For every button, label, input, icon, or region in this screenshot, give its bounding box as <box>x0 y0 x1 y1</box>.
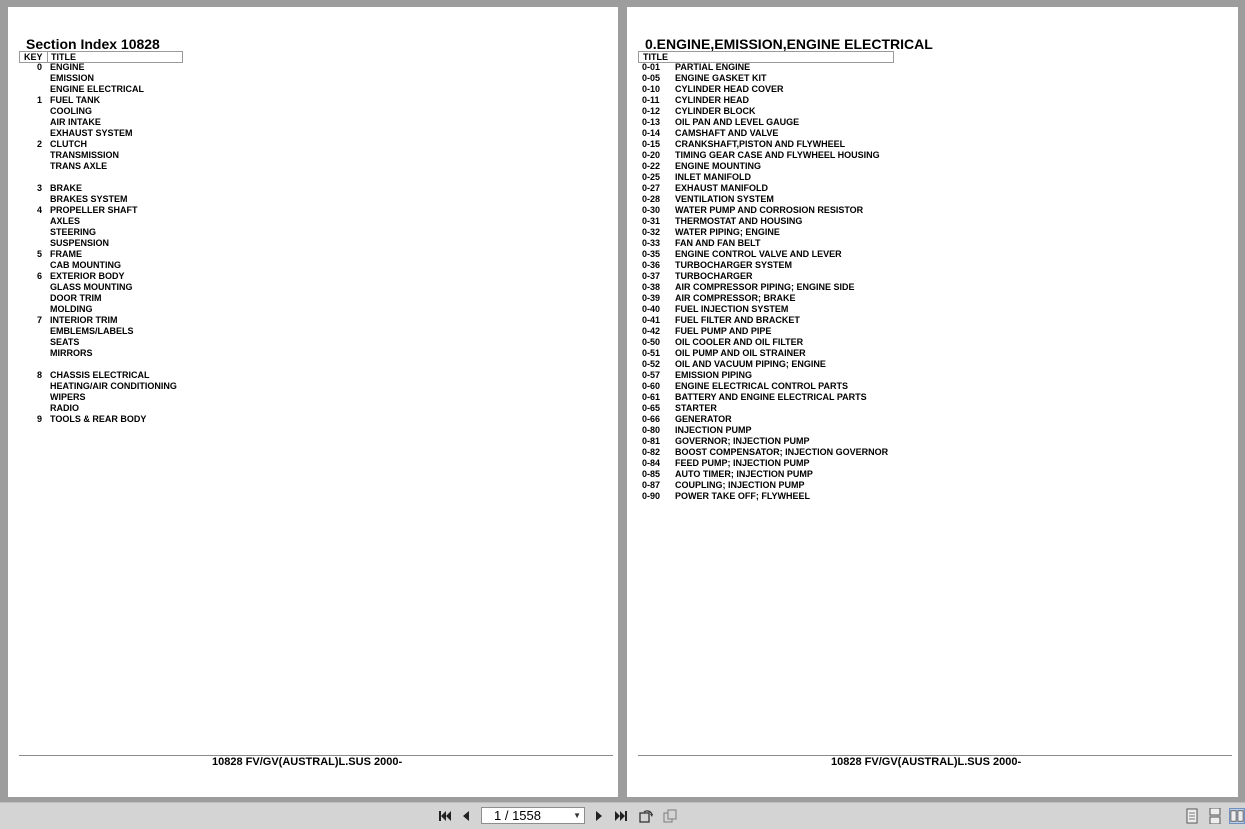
row-key: 7 <box>36 315 42 325</box>
list-item <box>627 84 1027 95</box>
row-title[interactable]: CYLINDER HEAD COVER <box>675 84 784 94</box>
row-title[interactable]: GOVERNOR; INJECTION PUMP <box>675 436 810 446</box>
chevron-down-icon: ▼ <box>573 811 581 820</box>
list-item <box>627 216 1027 227</box>
row-title[interactable]: STARTER <box>675 403 717 413</box>
list-item <box>627 161 1027 172</box>
row-key: 0-37 <box>642 271 661 281</box>
row-title[interactable]: ENGINE CONTROL VALVE AND LEVER <box>675 249 842 259</box>
list-item <box>8 392 308 403</box>
row-title[interactable]: THERMOSTAT AND HOUSING <box>675 216 803 226</box>
row-key: 0-84 <box>642 458 661 468</box>
list-item <box>8 337 308 348</box>
list-item <box>627 205 1027 216</box>
row-key: 1 <box>36 95 42 105</box>
list-item <box>8 238 308 249</box>
navigation-toolbar <box>0 802 1245 829</box>
row-title[interactable]: CYLINDER HEAD <box>675 95 750 105</box>
list-item <box>8 282 308 293</box>
row-key: 0-41 <box>642 315 661 325</box>
row-key: 0-50 <box>642 337 661 347</box>
single-page-view-icon[interactable] <box>1184 808 1200 824</box>
row-title[interactable]: TURBOCHARGER SYSTEM <box>675 260 793 270</box>
row-title[interactable]: CAB MOUNTING <box>50 260 121 270</box>
list-item <box>627 95 1027 106</box>
row-title[interactable]: POWER TAKE OFF; FLYWHEEL <box>675 491 810 501</box>
row-key: 0-28 <box>642 194 661 204</box>
row-key: 2 <box>36 139 42 149</box>
right-page <box>627 7 1238 797</box>
list-item <box>627 62 1027 73</box>
list-item <box>8 403 308 414</box>
list-item <box>627 381 1027 392</box>
row-key: 4 <box>36 205 42 215</box>
list-item <box>627 392 1027 403</box>
list-item <box>8 249 308 260</box>
next-page-icon[interactable] <box>591 808 607 824</box>
row-key: 0-42 <box>642 326 661 336</box>
list-item <box>8 95 308 106</box>
row-title[interactable]: OIL COOLER AND OIL FILTER <box>675 337 804 347</box>
page-number-select[interactable] <box>481 807 585 824</box>
row-title[interactable]: BATTERY AND ENGINE ELECTRICAL PARTS <box>675 392 867 402</box>
list-item <box>627 260 1027 271</box>
row-title[interactable]: HEATING/AIR CONDITIONING <box>50 381 177 391</box>
row-title[interactable]: CHASSIS ELECTRICAL <box>50 370 150 380</box>
list-item <box>8 194 308 205</box>
row-title[interactable]: CLUTCH <box>50 139 87 149</box>
section-list <box>8 62 308 425</box>
row-title[interactable]: BRAKE <box>50 183 83 193</box>
row-title[interactable]: EXHAUST MANIFOLD <box>675 183 768 193</box>
row-key: 0-40 <box>642 304 661 314</box>
row-title[interactable]: WATER PUMP AND CORROSION RESISTOR <box>675 205 864 215</box>
row-title[interactable]: SEATS <box>50 337 80 347</box>
row-title[interactable]: AIR INTAKE <box>50 117 101 127</box>
copy-icon[interactable] <box>662 808 678 824</box>
row-key: 3 <box>36 183 42 193</box>
row-key: 0-15 <box>642 139 661 149</box>
row-title[interactable]: MOLDING <box>50 304 93 314</box>
continuous-view-icon[interactable] <box>1207 808 1223 824</box>
list-item <box>8 73 308 84</box>
list-item <box>8 84 308 95</box>
row-title[interactable]: ENGINE MOUNTING <box>675 161 762 171</box>
row-title[interactable]: COOLING <box>50 106 92 116</box>
row-key: 0-22 <box>642 161 661 171</box>
row-title[interactable]: AXLES <box>50 216 81 226</box>
row-title[interactable]: DOOR TRIM <box>50 293 102 303</box>
row-key: 0-65 <box>642 403 661 413</box>
list-item <box>8 62 308 73</box>
row-key: 0-31 <box>642 216 661 226</box>
row-key: 0-30 <box>642 205 661 215</box>
list-item <box>627 249 1027 260</box>
list-item <box>8 414 308 425</box>
row-title[interactable]: PROPELLER SHAFT <box>50 205 138 215</box>
list-item <box>627 183 1027 194</box>
subsection-list <box>627 62 1027 502</box>
first-page-icon[interactable] <box>437 808 453 824</box>
row-key: 0-35 <box>642 249 661 259</box>
row-title[interactable]: BRAKES SYSTEM <box>50 194 128 204</box>
row-key: 0-85 <box>642 469 661 479</box>
list-item <box>627 106 1027 117</box>
list-item <box>8 106 308 117</box>
row-title[interactable]: GLASS MOUNTING <box>50 282 133 292</box>
row-key: 0-61 <box>642 392 661 402</box>
list-item <box>627 271 1027 282</box>
list-item <box>8 117 308 128</box>
list-item <box>627 117 1027 128</box>
list-item <box>627 447 1027 458</box>
row-key: 0-11 <box>642 95 660 105</box>
row-title[interactable]: TURBOCHARGER <box>675 271 753 281</box>
last-page-icon[interactable] <box>613 808 629 824</box>
list-item <box>8 183 308 194</box>
row-key: 0-12 <box>642 106 661 116</box>
list-item <box>8 227 308 238</box>
list-item <box>627 425 1027 436</box>
list-item <box>627 150 1027 161</box>
row-title[interactable]: FUEL TANK <box>50 95 101 105</box>
two-page-view-icon[interactable] <box>1229 808 1245 824</box>
row-title[interactable]: EXHAUST SYSTEM <box>50 128 133 138</box>
row-key: 0-57 <box>642 370 661 380</box>
row-key: 0-80 <box>642 425 661 435</box>
list-item <box>8 260 308 271</box>
list-item <box>627 403 1027 414</box>
row-title[interactable]: CAMSHAFT AND VALVE <box>675 128 779 138</box>
row-title[interactable]: TIMING GEAR CASE AND FLYWHEEL HOUSING <box>675 150 880 160</box>
row-title[interactable]: WATER PIPING; ENGINE <box>675 227 780 237</box>
list-item <box>627 414 1027 425</box>
row-title[interactable]: EXTERIOR BODY <box>50 271 125 281</box>
row-title[interactable]: TOOLS & REAR BODY <box>50 414 147 424</box>
page-title: Section Index 10828 <box>26 36 160 52</box>
list-item <box>8 370 308 381</box>
row-key: 9 <box>36 414 42 424</box>
row-key: 0-52 <box>642 359 661 369</box>
list-item <box>8 172 308 183</box>
list-item <box>8 326 308 337</box>
row-title[interactable]: ENGINE <box>50 62 85 72</box>
list-item <box>8 128 308 139</box>
list-item <box>627 370 1027 381</box>
row-key: 8 <box>36 370 42 380</box>
row-key: 0-66 <box>642 414 661 424</box>
row-key: 0-60 <box>642 381 661 391</box>
list-item <box>8 205 308 216</box>
list-item <box>8 139 308 150</box>
row-title[interactable]: STEERING <box>50 227 97 237</box>
row-title[interactable]: CRANKSHAFT,PISTON AND FLYWHEEL <box>675 139 846 149</box>
row-key: 0-13 <box>642 117 661 127</box>
list-item <box>627 293 1027 304</box>
row-key: 0-32 <box>642 227 661 237</box>
page-indicator: 1 / 1558 <box>494 808 541 823</box>
row-title[interactable]: EMBLEMS/LABELS <box>50 326 134 336</box>
list-item <box>627 315 1027 326</box>
row-title[interactable]: RADIO <box>50 403 79 413</box>
row-title[interactable]: FUEL FILTER AND BRACKET <box>675 315 800 325</box>
list-item <box>8 161 308 172</box>
row-key: 0-38 <box>642 282 661 292</box>
list-item <box>8 271 308 282</box>
list-item <box>627 304 1027 315</box>
title-column-header: TITLE <box>643 52 668 62</box>
list-item <box>8 315 308 326</box>
row-title[interactable]: MIRRORS <box>50 348 93 358</box>
row-title[interactable]: GENERATOR <box>675 414 732 424</box>
left-page <box>8 7 618 797</box>
list-item <box>8 304 308 315</box>
list-item <box>627 238 1027 249</box>
row-title[interactable]: OIL PUMP AND OIL STRAINER <box>675 348 806 358</box>
list-item <box>8 216 308 227</box>
row-key: 0-01 <box>642 62 661 72</box>
row-key: 0-14 <box>642 128 661 138</box>
row-key: 0-39 <box>642 293 661 303</box>
row-title[interactable]: OIL PAN AND LEVEL GAUGE <box>675 117 800 127</box>
row-key: 0 <box>36 62 42 72</box>
list-item <box>627 139 1027 150</box>
list-item <box>627 337 1027 348</box>
footer-text: 10828 FV/GV(AUSTRAL)L.SUS 2000- <box>831 756 1022 768</box>
row-key: 6 <box>36 271 42 281</box>
row-key: 0-25 <box>642 172 661 182</box>
row-title[interactable]: INJECTION PUMP <box>675 425 752 435</box>
row-key: 0-10 <box>642 84 661 94</box>
list-item <box>627 469 1027 480</box>
list-item <box>627 326 1027 337</box>
list-item <box>627 458 1027 469</box>
row-key: 0-90 <box>642 491 661 501</box>
list-item <box>627 480 1027 491</box>
row-title[interactable]: EMISSION <box>50 73 95 83</box>
row-title[interactable]: FUEL PUMP AND PIPE <box>675 326 772 336</box>
row-title[interactable]: OIL AND VACUUM PIPING; ENGINE <box>675 359 826 369</box>
row-title[interactable]: INTERIOR TRIM <box>50 315 118 325</box>
page-title: 0.ENGINE,EMISSION,ENGINE ELECTRICAL <box>645 36 933 52</box>
row-key: 0-87 <box>642 480 661 490</box>
row-title[interactable]: ENGINE ELECTRICAL CONTROL PARTS <box>675 381 849 391</box>
prev-page-icon[interactable] <box>458 808 474 824</box>
row-title[interactable]: AIR COMPRESSOR PIPING; ENGINE SIDE <box>675 282 855 292</box>
list-item <box>8 359 308 370</box>
list-item <box>8 150 308 161</box>
row-title[interactable]: WIPERS <box>50 392 86 402</box>
row-key: 0-05 <box>642 73 661 83</box>
list-item <box>8 293 308 304</box>
row-title[interactable]: AIR COMPRESSOR; BRAKE <box>675 293 796 303</box>
list-item <box>627 194 1027 205</box>
row-key: 0-36 <box>642 260 661 270</box>
row-key: 0-27 <box>642 183 661 193</box>
row-title[interactable]: INLET MANIFOLD <box>675 172 751 182</box>
row-title[interactable]: FEED PUMP; INJECTION PUMP <box>675 458 810 468</box>
row-title[interactable]: CYLINDER BLOCK <box>675 106 756 116</box>
row-title[interactable]: AUTO TIMER; INJECTION PUMP <box>675 469 813 479</box>
row-key: 0-51 <box>642 348 661 358</box>
key-column-header: KEY <box>24 52 43 62</box>
rotate-icon[interactable] <box>638 808 654 824</box>
row-title[interactable]: FAN AND FAN BELT <box>675 238 761 248</box>
row-key: 0-20 <box>642 150 661 160</box>
list-item <box>627 282 1027 293</box>
list-item <box>8 381 308 392</box>
row-title[interactable]: TRANSMISSION <box>50 150 120 160</box>
list-item <box>627 73 1027 84</box>
list-item <box>627 128 1027 139</box>
row-title[interactable]: COUPLING; INJECTION PUMP <box>675 480 805 490</box>
list-item <box>627 491 1027 502</box>
footer-text: 10828 FV/GV(AUSTRAL)L.SUS 2000- <box>212 756 403 768</box>
list-item <box>627 436 1027 447</box>
list-item <box>627 348 1027 359</box>
row-key: 5 <box>36 249 42 259</box>
row-key: 0-33 <box>642 238 661 248</box>
title-column-header: TITLE <box>51 52 76 62</box>
list-item <box>627 359 1027 370</box>
row-title[interactable]: TRANS AXLE <box>50 161 108 171</box>
row-key: 0-81 <box>642 436 661 446</box>
row-title[interactable]: VENTILATION SYSTEM <box>675 194 774 204</box>
list-item <box>8 348 308 359</box>
row-title[interactable]: ENGINE GASKET KIT <box>675 73 767 83</box>
list-item <box>627 227 1027 238</box>
row-title[interactable]: FRAME <box>50 249 82 259</box>
list-item <box>627 172 1027 183</box>
row-title[interactable]: PARTIAL ENGINE <box>675 62 751 72</box>
row-title[interactable]: FUEL INJECTION SYSTEM <box>675 304 789 314</box>
row-title[interactable]: BOOST COMPENSATOR; INJECTION GOVERNOR <box>675 447 889 457</box>
row-title[interactable]: SUSPENSION <box>50 238 110 248</box>
row-key: 0-82 <box>642 447 661 457</box>
row-title[interactable]: ENGINE ELECTRICAL <box>50 84 145 94</box>
row-title[interactable]: EMISSION PIPING <box>675 370 753 380</box>
